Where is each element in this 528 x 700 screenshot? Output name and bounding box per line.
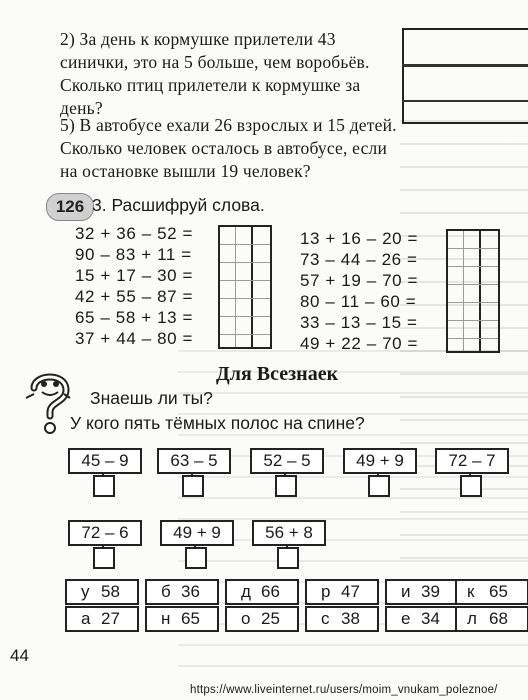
- key-letter: а: [81, 609, 91, 628]
- key-cell: [305, 579, 379, 605]
- key-letter: е: [401, 609, 411, 628]
- answer-square[interactable]: [368, 475, 390, 497]
- answer-square[interactable]: [275, 475, 297, 497]
- key-cell: [455, 606, 528, 632]
- key-letter: о: [241, 609, 251, 628]
- expression-box: 56 + 8: [252, 520, 326, 546]
- equation-left-3: 15 + 17 – 30 =: [75, 266, 194, 285]
- key-letter: у: [81, 582, 90, 601]
- key-letter: с: [321, 609, 330, 628]
- key-number: 27: [101, 609, 120, 628]
- section-title: Для Всезнаек: [216, 363, 339, 385]
- equation-left-5: 65 – 58 + 13 =: [75, 308, 194, 327]
- key-number: 65: [181, 609, 200, 628]
- page-number: 44: [10, 646, 29, 665]
- key-number: 47: [341, 582, 360, 601]
- task-5-text: [60, 114, 400, 183]
- equation-right-1: 13 + 16 – 20 =: [300, 229, 419, 248]
- adjacent-page-line: [402, 100, 528, 102]
- answer-square[interactable]: [277, 547, 299, 569]
- equation-left-6: 37 + 44 – 80 =: [75, 329, 194, 348]
- key-cell: [225, 579, 299, 605]
- key-letter: б: [161, 582, 171, 601]
- answer-grid-right[interactable]: [446, 229, 500, 353]
- key-cell: [225, 606, 299, 632]
- key-letter: и: [401, 582, 411, 601]
- equation-left-4: 42 + 55 – 87 =: [75, 287, 194, 306]
- key-cell: [385, 606, 459, 632]
- key-letter: д: [241, 582, 251, 601]
- answer-grid-left[interactable]: [218, 225, 272, 349]
- watermark-url[interactable]: https://www.liveinternet.ru/users/moim_vnukam_poleznoe/: [190, 684, 498, 696]
- key-cell: [455, 579, 528, 605]
- key-letter: р: [321, 582, 331, 601]
- key-number: 58: [101, 582, 120, 601]
- key-cell: [385, 579, 459, 605]
- key-letter: н: [161, 609, 171, 628]
- key-number: 65: [489, 582, 508, 601]
- key-number: 36: [181, 582, 200, 601]
- key-letter: к: [467, 582, 475, 601]
- task-3-instruction: 3. Расшифруй слова.: [92, 195, 265, 215]
- equation-left-2: 90 – 83 + 11 =: [75, 245, 192, 264]
- expression-box: 49 + 9: [343, 448, 417, 474]
- answer-square[interactable]: [93, 547, 115, 569]
- task-2-text: [60, 28, 400, 120]
- question-know: Знаешь ли ты?: [90, 388, 213, 408]
- equation-right-3: 57 + 19 – 70 =: [300, 271, 419, 290]
- equation-right-5: 33 – 13 – 15 =: [300, 313, 418, 332]
- answer-square[interactable]: [93, 475, 115, 497]
- key-number: 39: [421, 582, 440, 601]
- key-cell: [145, 606, 219, 632]
- expression-box: 45 – 9: [68, 448, 142, 474]
- key-number: 25: [261, 609, 280, 628]
- adjacent-page-rule: [402, 64, 528, 67]
- equation-right-4: 80 – 11 – 60 =: [300, 292, 417, 311]
- key-number: 66: [261, 582, 280, 601]
- key-letter: л: [467, 609, 477, 628]
- expression-box: 72 – 6: [68, 520, 142, 546]
- task-2-paragraph: 2) За день к кормушке прилетели 43 синички, это на 5 больше, чем воробьёв. Сколько птиц прилетели к кормушке за день?: [60, 29, 370, 118]
- expression-box: 63 – 5: [157, 448, 231, 474]
- answer-square[interactable]: [460, 475, 482, 497]
- answer-square[interactable]: [185, 547, 207, 569]
- expression-box: 72 – 7: [435, 448, 509, 474]
- key-cell: [305, 606, 379, 632]
- key-cell: [145, 579, 219, 605]
- question-stripes: У кого пять тёмных полос на спине?: [70, 413, 365, 433]
- expression-box: 49 + 9: [160, 520, 234, 546]
- task-5-paragraph: 5) В автобусе ехали 26 взрослых и 15 детей. Сколько человек осталось в автобусе, если на остановке вышли 19 человек?: [60, 115, 397, 181]
- exercise-number-badge: 126: [46, 193, 94, 221]
- equation-left-1: 32 + 36 – 52 =: [75, 224, 194, 243]
- key-number: 38: [341, 609, 360, 628]
- equation-right-2: 73 – 44 – 26 =: [300, 250, 418, 269]
- equation-right-6: 49 + 22 – 70 =: [300, 334, 419, 353]
- key-cell: [65, 606, 139, 632]
- adjacent-page-frame: [402, 28, 528, 124]
- key-cell: [65, 579, 139, 605]
- key-number: 68: [489, 609, 508, 628]
- answer-square[interactable]: [182, 475, 204, 497]
- key-number: 34: [421, 609, 440, 628]
- expression-box: 52 – 5: [250, 448, 324, 474]
